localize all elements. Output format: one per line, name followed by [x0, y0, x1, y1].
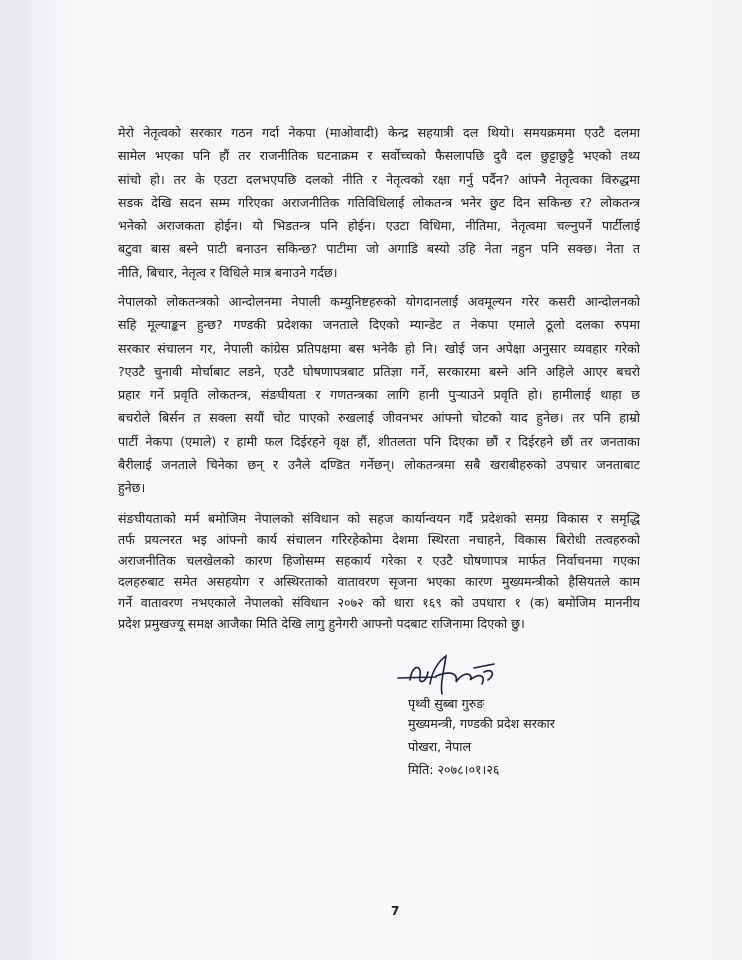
- text-line: सरकार संचालन गर, नेपाली कांग्रेस प्रतिपक्षमा बस भनेकै हो नि। खोई जन अपेक्षा अनुसार व्यवहार गरेको: [118, 340, 640, 356]
- handwritten-signature: [396, 650, 506, 698]
- text-line: तर्फ प्रयत्नरत भइ आंफ्नो कार्य संचालन गरिरहेकोमा देशमा स्थिरता नचाहने, विकास बिरोधी तत्वहरुको: [118, 532, 640, 547]
- paragraph-2: [118, 290, 640, 500]
- text-line: प्रहार गर्ने प्रवृति लोकतन्त्र, संङघीयता र गणतन्त्रका लागि हानी पुर्‍याउने प्रवृति हो। हामीलाई थाहा छ: [118, 387, 640, 403]
- text-line: संङघीयताको मर्म बमोजिम नेपालको संविधान को सहज कार्यान्वयन गर्दै प्रदेशको समग्र विकास र समृद्धि: [118, 511, 640, 526]
- text-line: गर्ने वातावरण नभएकाले नेपालको संविधान २०७२ को धारा १६९ को उपधारा १ (क) बमोजिम माननीय: [118, 595, 640, 610]
- text-line: सांचो हो। तर के एउटा दलभएपछि दलको नीति र नेतृत्वको रक्षा गर्नु पर्दैन? आंफ्नै नेतृत्वका विरुद्धमा: [118, 171, 640, 187]
- document-date: मिति: २०७८।०१।२६: [408, 762, 500, 777]
- text-line: नीति, बिचार, नेतृत्व र विधिले मात्र बनाउने गर्दछ।: [118, 264, 338, 280]
- page-number: 7: [391, 904, 400, 918]
- paragraph-1: [118, 121, 640, 284]
- text-line: बचरोले बिर्सन त सक्ला सयौं चोट पाएको रुखलाई जीवनभर आंफ्नो चोटको याद हुनेछ। तर पनि हाम्रो: [118, 410, 640, 426]
- text-line: ?एउटै चुनावी मोर्चाबाट लडने, एउटै घोषणापत्रबाट प्रतिज्ञा गर्ने, सरकारमा बस्ने अनि अहिले आएर बचरो: [118, 363, 640, 379]
- text-line: नेपालको लोकतन्त्रको आन्दोलनमा नेपाली कम्युनिष्टहरुको योगदानलाई अवमूल्यन गरेर कसरी आन्दोलनको: [118, 294, 640, 309]
- signatory-place: पोखरा, नेपाल: [408, 739, 472, 754]
- text-line: सडक देखि सदन सम्म गरिएका अराजनीतिक गतिविधिलाई लोकतन्त्र भनेर छुट दिन सकिन्छ र? लोकतन्त्र: [118, 194, 640, 210]
- text-line: सामेल भएका पनि हौं तर राजनीतिक घटनाक्रम र सर्वोच्चको फैसलापछि दुवै दल छुट्टाछुट्टै भएको तथ्य: [118, 148, 640, 164]
- text-line: अराजनीतिक चलखेलको कारण हिजोसम्म सहकार्य गरेका र एउटै घोषणापत्र मार्फत निर्वाचनमा गएका: [118, 553, 640, 568]
- text-line: पार्टी नेकपा (एमाले) र हामी फल दिईरहने वृक्ष हौं, शीतलता पनि दिएका छौं र दिईरहने छौं तर जनताका: [118, 433, 640, 449]
- text-line: दलहरुबाट समेत असहयोग र अस्थिरताको वातावरण सृजना भएका कारण मुख्यमन्त्रीको हैसियतले काम: [118, 574, 640, 589]
- text-line: बैरीलाई जनताले चिनेका छन् र उनैले दण्डित गर्नेछन्। लोकतन्त्रमा सबै खराबीहरुको उपचार जनताबाट: [118, 457, 640, 473]
- text-line: सहि मूल्याङ्कन हुन्छ? गण्डकी प्रदेशका जनताले दिएको म्यान्डेट त नेकपा एमाले ठूलो दलका रुपमा: [118, 317, 640, 333]
- signatory-name: पृथ्वी सुब्बा गुरुङ: [408, 696, 485, 711]
- text-line: प्रदेश प्रमुखज्यू समक्ष आजैका मिति देखि लागु हुनेगरी आफ्नो पदबाट राजिनामा दिएको छु।: [118, 616, 525, 631]
- text-line: भनेको अराजकता होईन। यो भिडतन्त्र पनि होईन। एउटा विधिमा, नीतिमा, नेतृत्वमा चल्नुपर्ने पार्टीलाई: [118, 218, 640, 234]
- text-line: बटुवा बास बस्ने पाटी बनाउन सकिन्छ? पाटीमा जो अगाडि बस्यो उहि नेता नहुन पनि सक्छ। नेता त: [118, 241, 640, 257]
- paragraph-3: [118, 508, 640, 634]
- text-line: मेरो नेतृत्वको सरकार गठन गर्दा नेकपा (माओवादी) केन्द्र सहयात्री दल थियो। समयक्रममा एउटै दलमा: [118, 125, 640, 140]
- signatory-title: मुख्यमन्त्री, गण्डकी प्रदेश सरकार: [408, 716, 555, 731]
- text-line: हुनेछ।: [118, 480, 146, 496]
